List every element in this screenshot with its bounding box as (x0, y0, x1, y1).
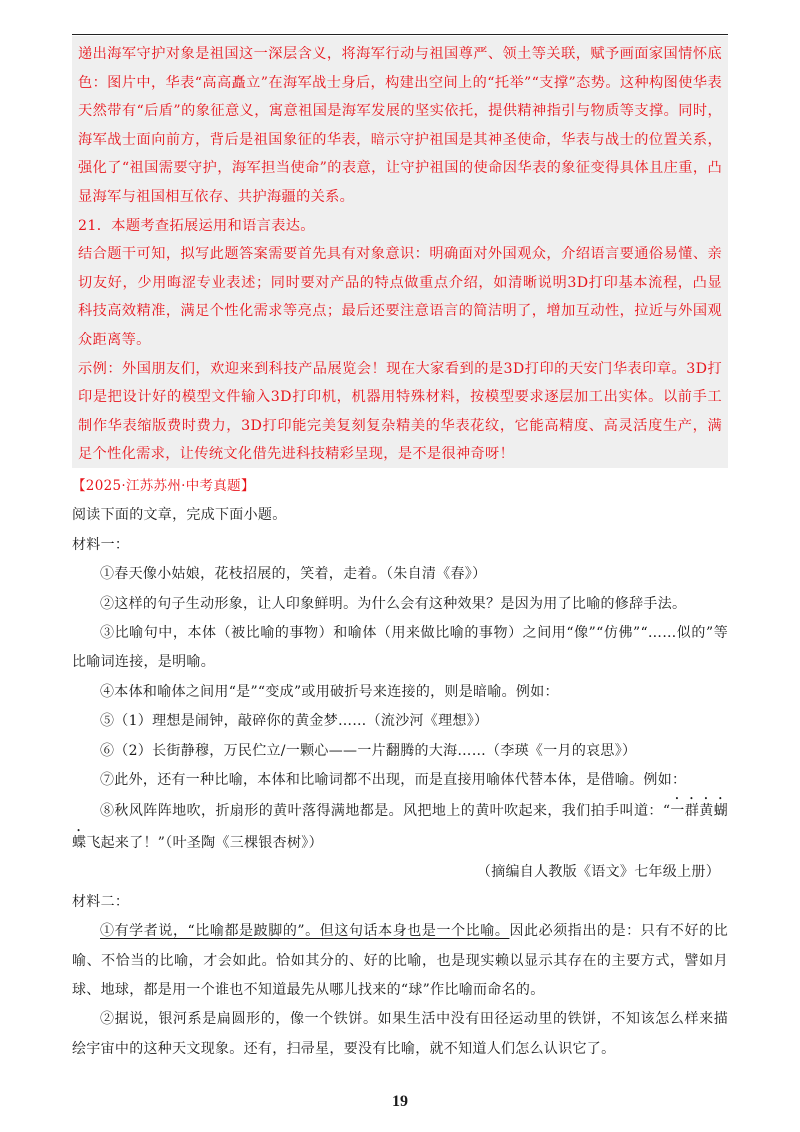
material-1-line-3: ③比喻句中，本体（被比喻的事物）和喻体（用来做比喻的事物）之间用“像”“仿佛”“……似的”等比喻词连接，是明喻。 (72, 625, 728, 671)
source-tag: 【2025·江苏苏州·中考真题】 (72, 478, 255, 494)
material-2-para-1-rest: 因此必须指出的是：只有不好的比喻、不恰当的比喻，才会如此。恰如其分的、好的比喻，也是现实赖以显示其存在的主要方式，譬如月球、地球，都是用一个谁也不知道最先从哪儿找来的“球”作比喻而命名的。 (72, 923, 729, 998)
material-1-line-7: ⑦此外，还有一种比喻，本体和比喻词都不出现，而是直接用喻体代替本体，是借喻。例如： (100, 772, 687, 789)
answer-paragraph-1: 递出海军守护对象是祖国这一深层含义，将海军行动与祖国尊严、领土等关联，赋予画面家国情怀底色：图片中，华表“高高矗立”在海军战士身后，构建出空间上的“托举”“支撑”态势。这种构图使华表天然带有“后盾”的象征意义，寓意祖国是海军发展的坚实依托，提供精神指引与物质等支撑。同时，海军战士面向前方，背后是祖国象征的华表，暗示守护祖国是其神圣使命，华表与战士的位置关系，强化了“祖国需要守护，海军担当使命”的表意，让守护祖国的使命因华表的象征变得具体且庄重，凸显海军与祖国相互依存、共护海疆的关系。 (78, 46, 722, 205)
material-2-heading: 材料二： (72, 893, 130, 910)
line-8-start: ⑧秋风阵阵地吹，折扇形的黄叶落得满地都是。风把地上的黄叶吹起来，我们拍手叫道：“ (100, 803, 671, 820)
material-2-para-2: ②据说，银河系是扁圆形的，像一个铁饼。如果生活中没有田径运动里的铁饼，不知该怎么样来描绘宇宙中的这种天文现象。还有，扫帚星，要没有比喻，就不知道人们怎么认识它了。 (72, 1011, 728, 1057)
underlined-sentence: ①有学者说，“比喻都是跛脚的”。但这句话本身也是一个比喻。 (100, 923, 510, 940)
page-number: 19 (392, 1093, 408, 1110)
material-1-line-1: ①春天像小姑娘，花枝招展的，笑着，走着。（朱自清《春》） (100, 566, 487, 583)
material-1-line-5: ⑤（1）理想是闹钟，敲碎你的黄金梦……（流沙河《理想》） (100, 713, 489, 730)
material-1-heading: 材料一： (72, 536, 130, 553)
header-rule (72, 34, 728, 35)
material-1-line-4: ④本体和喻体之间用“是”“变成”或用破折号来连接的，则是暗喻。例如： (100, 683, 559, 700)
material-1-line-8 (72, 795, 728, 858)
answer-example: 示例：外国朋友们，欢迎来到科技产品展览会！现在大家看到的是3D打印的天安门华表印章。3D打印是把设计好的模型文件输入3D打印机，机器用特殊材料，按模型要求逐层加工出实体。以前手工制作华表缩版费时费力，3D打印能完美复刻复杂精美的华表花纹，它能高精度、高灵活度生产，满足个性化需求，让传统文化借先进科技精彩呈现，是不是很神奇呀！ (78, 360, 722, 463)
material-1-source: （摘编自人教版《语文》七年级上册） (476, 864, 720, 881)
line-8-end: 飞起来了！”（叶圣陶《三棵银杏树》） (86, 834, 323, 851)
instruction: 阅读下面的文章，完成下面小题。 (72, 507, 287, 524)
emphasized-phrase: 一群黄蝴蝶 (72, 803, 729, 851)
answer-paragraph-3: 结合题干可知，拟写此题答案需要首先具有对象意识：明确面对外国观众，介绍语言要通俗易懂、亲切友好，少用晦涩专业表述；同时要对产品的特点做重点介绍，如清晰说明3D打印基本流程，凸显科技高效精准，满足个性化需求等亮点；最后还要注意语言的简洁明了，增加互动性，拉近与外国观众距离等。 (78, 246, 722, 348)
material-2-para-1 (72, 917, 728, 1005)
answer-explanation-box (72, 36, 728, 468)
material-1-line-6: ⑥（2）长街静穆，万民伫立/一颗心——一片翻腾的大海……（李瑛《一月的哀思》） (100, 742, 637, 759)
material-1-line-2: ②这样的句子生动形象，让人印象鲜明。为什么会有这种效果？是因为用了比喻的修辞手法。 (100, 595, 687, 612)
question-21-heading: 21．本题考查拓展运用和语言表达。 (78, 217, 315, 234)
main-content (72, 472, 728, 1064)
